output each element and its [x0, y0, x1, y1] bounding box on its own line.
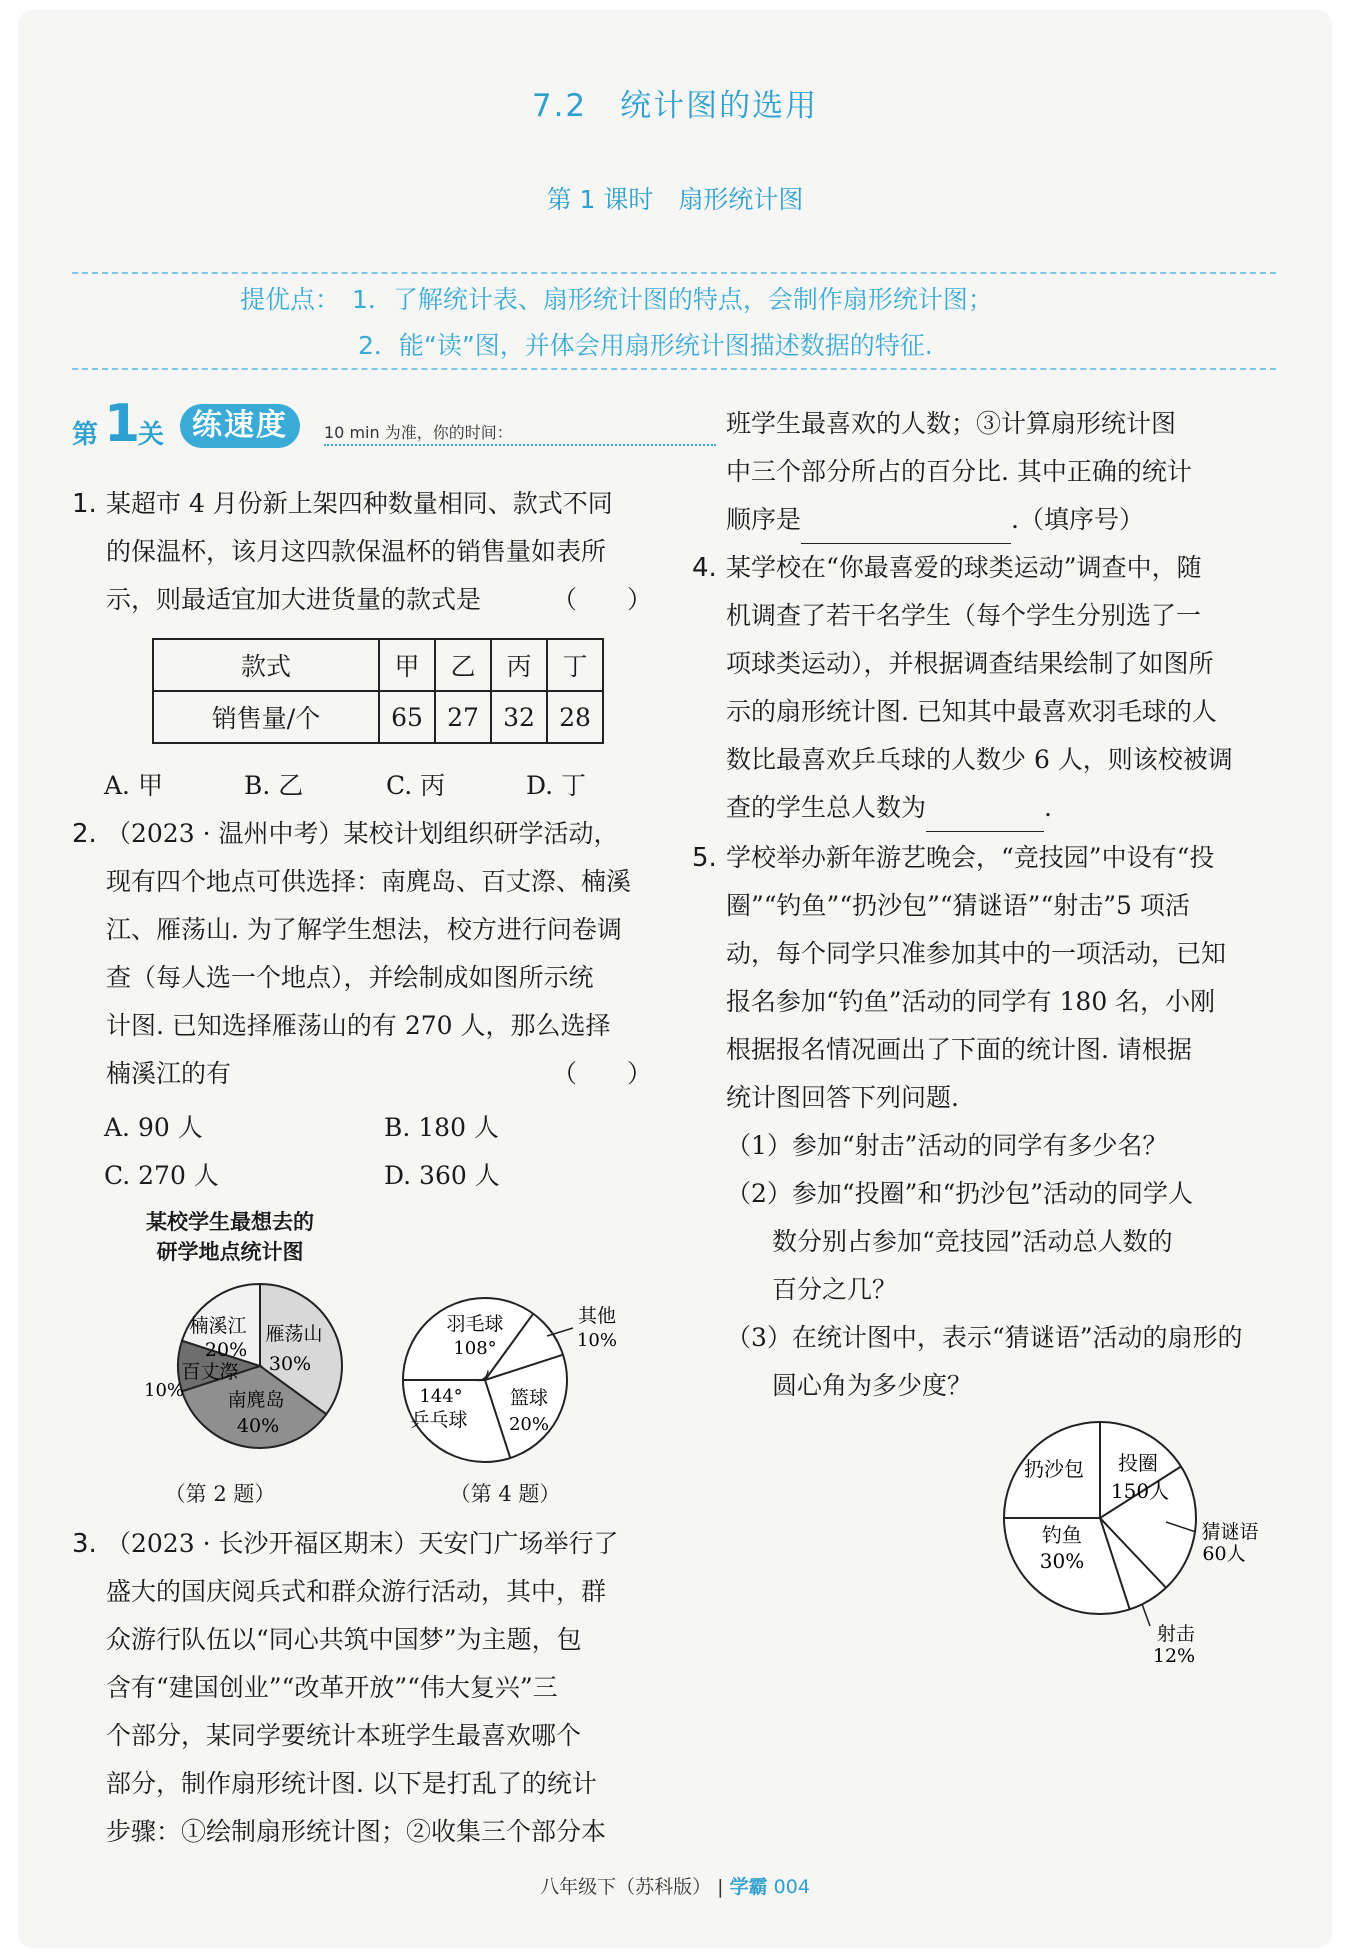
q3-line: 步骤：①绘制扇形统计图；②收集三个部分本 [106, 1817, 607, 1846]
label-pingpong: 乒乓球 [410, 1409, 468, 1431]
lesson-title: 第 1 课时 扇形统计图 [546, 185, 804, 214]
label-baizhangji-pct: 10% [143, 1380, 185, 1401]
q5-line: 根据报名情况画出了下面的统计图. 请根据 [726, 1035, 1192, 1064]
label-basketball: 篮球 [509, 1387, 549, 1409]
fig2-pie-chart [90, 1260, 360, 1480]
time-line [324, 444, 716, 446]
q5-line: 动，每个同学只准参加其中的一项活动，已知 [726, 939, 1227, 968]
table-cell: 65 [379, 691, 435, 743]
q2-line: 现有四个地点可供选择：南麂岛、百丈漈、楠溪 [106, 867, 632, 896]
label-shooting: 射击 [1156, 1623, 1196, 1645]
label-other: 其他 [577, 1305, 617, 1327]
table-cell: 销售量/个 [153, 691, 379, 743]
q4-line: 示的扇形统计图. 已知其中最喜欢羽毛球的人 [726, 697, 1217, 726]
option-a[interactable]: A. 甲 [104, 771, 163, 800]
question-1 [72, 480, 652, 630]
q2-line: 楠溪江的有 [106, 1059, 232, 1088]
answer-paren: （ ） [551, 585, 652, 614]
q5-line: 圈”“钓鱼”“扔沙包”“猜谜语”“射击”5 项活 [726, 891, 1190, 920]
q1-line: 示，则最适宜加大进货量的款式是 [106, 585, 482, 614]
table-cell: 28 [547, 691, 603, 743]
level-di: 第 [72, 420, 99, 450]
label-ring-toss: 投圈 [1118, 1451, 1158, 1475]
fig5-pie-chart [990, 1412, 1280, 1667]
q1-line: 的保温杯，该月这四款保温杯的销售量如表所 [106, 537, 607, 566]
table-cell: 乙 [435, 639, 491, 691]
q4-suffix: . [1044, 793, 1052, 822]
answer-blank[interactable] [926, 797, 1044, 832]
q5-sub2-line1: （2）参加“投圈”和“扔沙包”活动的同学人 [726, 1179, 1194, 1208]
q5-line: 报名参加“钓鱼”活动的同学有 180 名，小刚 [726, 987, 1216, 1016]
label-throw-sandbag: 扔沙包 [1024, 1457, 1084, 1481]
question-2 [72, 810, 652, 1110]
key-point-2: 2．能“读”图，并体会用扇形统计图描述数据的特征. [358, 331, 933, 360]
q4-last-line [726, 784, 1282, 832]
fig2-title-line2: 研学地点统计图 [156, 1240, 304, 1264]
q3-suffix: .（填序号） [1011, 505, 1144, 534]
label-basketball-pct: 20% [508, 1414, 550, 1435]
q5-sub3-line2: 圆心角为多少度？ [772, 1371, 973, 1400]
level-badge: 练速度 [180, 404, 300, 448]
option-b[interactable]: B. 180 人 [384, 1113, 499, 1142]
label-badminton: 羽毛球 [446, 1313, 504, 1335]
label-yandangshan-pct: 30% [268, 1353, 312, 1375]
label-badminton-angle: 108° [453, 1338, 497, 1359]
table-row [153, 639, 603, 691]
table-cell: 丁 [547, 639, 603, 691]
q3-line: （2023 · 长沙开福区期末）天安门广场举行了 [106, 1529, 619, 1558]
q5-sub1: （1）参加“射击”活动的同学有多少名？ [726, 1131, 1168, 1160]
q4-prefix: 查的学生总人数为 [726, 793, 927, 822]
q5-sub2-line3: 百分之几？ [772, 1275, 898, 1304]
label-fishing: 钓鱼 [1042, 1523, 1082, 1547]
section-title: 7.2 统计图的选用 [531, 88, 819, 124]
page-number: 004 [773, 1876, 810, 1898]
q3-line: 盛大的国庆阅兵式和群众游行活动，其中，群 [106, 1577, 607, 1606]
fig4-pie-chart [385, 1285, 635, 1475]
label-nanxijiang-pct: 20% [204, 1339, 248, 1361]
question-4 [692, 544, 1282, 836]
question-3-continued [692, 400, 1282, 550]
answer-paren: （ ） [551, 1059, 652, 1088]
page-footer [0, 1872, 1350, 1899]
sales-table [152, 638, 604, 744]
q5-line: 学校举办新年游艺晚会，“竞技园”中设有“投 [726, 843, 1215, 872]
answer-blank[interactable] [801, 509, 1011, 544]
footer-separator: | [717, 1876, 724, 1898]
footer-grade: 八年级下（苏科版） [540, 1876, 712, 1898]
question-number: 2. [72, 819, 97, 849]
option-d[interactable]: D. 360 人 [384, 1161, 500, 1190]
table-cell: 27 [435, 691, 491, 743]
level-number: 1 [104, 394, 141, 454]
divider-bottom [72, 368, 1276, 370]
table-cell: 丙 [491, 639, 547, 691]
table-cell: 32 [491, 691, 547, 743]
q3-last-line [726, 496, 1282, 544]
question-number: 4. [692, 553, 717, 583]
q5-line: 统计图回答下列问题. [726, 1083, 959, 1112]
q2-line: 查（每人选一个地点），并绘制成如图所示统 [106, 963, 594, 992]
q1-line: 某超市 4 月份新上架四种数量相同、款式不同 [106, 489, 613, 518]
label-nanjidao-pct: 40% [236, 1415, 280, 1437]
q3-line: 含有“建国创业”“改革开放”“伟大复兴”三 [106, 1673, 558, 1702]
label-pingpong-angle: 144° [419, 1386, 463, 1407]
fig4-caption: （第 4 题） [449, 1482, 561, 1506]
option-d[interactable]: D. 丁 [526, 771, 587, 800]
label-nanjidao: 南麂岛 [227, 1389, 285, 1411]
label-yandangshan: 雁荡山 [265, 1323, 323, 1345]
q4-line: 某学校在“你最喜爱的球类运动”调查中，随 [726, 553, 1202, 582]
label-ring-toss-count: 150人 [1110, 1479, 1170, 1503]
q3-line: 班学生最喜欢的人数；③计算扇形统计图 [726, 409, 1177, 438]
key-points-line1 [72, 280, 1276, 320]
q3-line: 部分，制作扇形统计图. 以下是打乱了的统计 [106, 1769, 597, 1798]
time-prompt: 10 min 为准，你的时间： [324, 423, 513, 442]
option-a[interactable]: A. 90 人 [104, 1113, 203, 1142]
fig2-caption: （第 2 题） [164, 1482, 276, 1506]
q3-line: 中三个部分所占的百分比. 其中正确的统计 [726, 457, 1192, 486]
key-points-line2 [72, 326, 1276, 366]
level-header [72, 394, 652, 454]
q4-line: 数比最喜欢乒乓球的人数少 6 人，则该校被调 [726, 745, 1233, 774]
label-other-pct: 10% [576, 1330, 618, 1351]
q3-prefix: 顺序是 [726, 505, 802, 534]
option-c[interactable]: C. 丙 [386, 771, 446, 800]
q5-sub3-line1: （3）在统计图中，表示“猜谜语”活动的扇形的 [726, 1323, 1243, 1352]
label-shooting-pct: 12% [1152, 1645, 1196, 1667]
key-points-label: 提优点： [240, 285, 341, 314]
label-riddles-count: 60人 [1202, 1543, 1246, 1565]
option-b[interactable]: B. 乙 [244, 771, 304, 800]
question-number: 5. [692, 843, 717, 873]
q2-line: 江、雁荡山. 为了解学生想法，校方进行问卷调 [106, 915, 622, 944]
table-cell: 款式 [153, 639, 379, 691]
label-fishing-pct: 30% [1039, 1549, 1085, 1573]
q2-line: （2023 · 温州中考）某校计划组织研学活动， [106, 819, 619, 848]
label-baizhangji: 百丈漈 [181, 1361, 239, 1383]
q2-line: 计图. 已知选择雁荡山的有 270 人，那么选择 [106, 1011, 611, 1040]
fig2-title-line1: 某校学生最想去的 [146, 1210, 314, 1234]
q3-line: 个部分，某同学要统计本班学生最喜欢哪个 [106, 1721, 582, 1750]
level-guan: 关 [138, 420, 165, 450]
q4-line: 机调查了若干名学生（每个学生分别选了一 [726, 601, 1202, 630]
question-number: 3. [72, 1529, 97, 1559]
fig2-title [110, 1206, 350, 1266]
divider-top [72, 272, 1276, 274]
label-nanxijiang: 楠溪江 [189, 1315, 247, 1337]
key-point-1: 1．了解统计表、扇形统计图的特点，会制作扇形统计图； [352, 285, 993, 314]
q5-sub2-line2: 数分别占参加“竞技园”活动总人数的 [772, 1227, 1173, 1256]
table-cell: 甲 [379, 639, 435, 691]
question-5 [692, 834, 1282, 1414]
table-row [153, 691, 603, 743]
label-riddles: 猜谜语 [1201, 1521, 1259, 1543]
option-c[interactable]: C. 270 人 [104, 1161, 219, 1190]
leader-line [1142, 1604, 1150, 1626]
question-number: 1. [72, 489, 97, 519]
q4-line: 项球类运动），并根据调查结果绘制了如图所 [726, 649, 1214, 678]
footer-brand: 学霸 [729, 1876, 768, 1898]
q3-line: 众游行队伍以“同心共筑中国梦”为主题，包 [106, 1625, 582, 1654]
question-3 [72, 1520, 652, 1860]
